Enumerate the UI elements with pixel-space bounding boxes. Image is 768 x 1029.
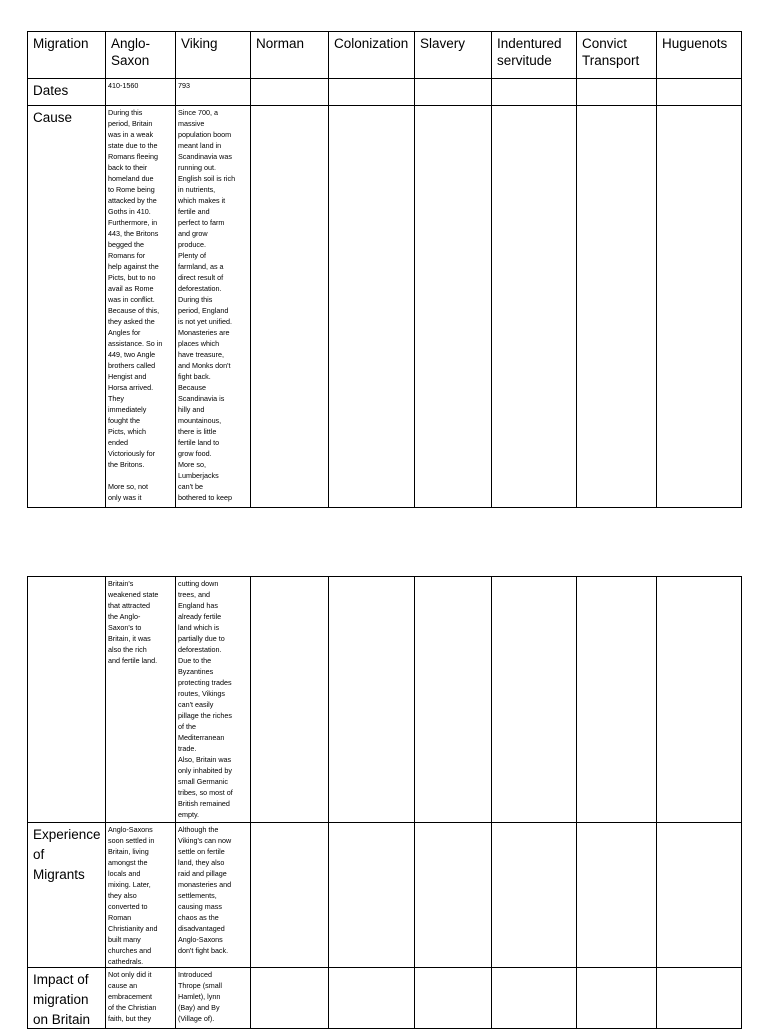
experience-label: Experience of Migrants bbox=[33, 827, 101, 882]
impact-viking: Introduced Thrope (small Hamlet), lynn (Bay) and By (Village of). bbox=[178, 970, 222, 1023]
cause-viking-part2: cutting down trees, and England has already fertile land which is partially due to deforestation. Due to the Byzantines protecting trades routes, Vikings can't easily pillage the riches of the Mediterranean trade. Also, Britain was only inhabited by small Germanic tribes, so most of British remained empty. bbox=[178, 579, 233, 819]
dates-row bbox=[28, 79, 742, 106]
header-huguenots: Huguenots bbox=[662, 36, 728, 51]
cause-anglo-saxon-part1: During this period, Britain was in a weak state due to the Romans fleeing back to their homeland due to Rome being attacked by the Goths in 410. Furthermore, in 443, the Britons begged the Romans for help against the Picts, but to no avail as Rome was in conflict. Because of this, they asked the Angles for assistance. So in 449, two Angle brothers called Hengist and Horsa arrived. They immediately fought the Picts, which ended Victoriously for the Britons. More so, not only was it bbox=[108, 108, 163, 502]
experience-viking: Although the Viking's can now settle on fertile land, they also raid and pillage monasteries and settlements, causing mass chaos as the disadvantaged Anglo-Saxons don't fight back. bbox=[178, 825, 232, 955]
header-convict-transport: Convict Transport bbox=[582, 36, 640, 68]
header-norman: Norman bbox=[256, 36, 305, 51]
experience-row bbox=[28, 823, 742, 968]
header-row bbox=[28, 32, 742, 79]
dates-viking: 793 bbox=[178, 81, 190, 90]
migration-table-part-1 bbox=[27, 31, 742, 508]
cause-viking-part1: Since 700, a massive population boom meant land in Scandinavia was running out. English soil is rich in nutrients, which makes it fertile and perfect to farm and grow produce. Plenty of farmland, as a direct result of deforestation. During this period, England is not yet unified. Monasteries are places which have treasure, and Monks don't fight back. Because Scandinavia is hilly and mountainous, there is little fertile land to grow food. More so, Lumberjacks can't be bothered to keep bbox=[178, 108, 236, 502]
dates-anglo-saxon: 410-1560 bbox=[108, 81, 139, 90]
experience-anglo-saxon: Anglo-Saxons soon settled in Britain, living amongst the locals and mixing. Later, they also converted to Roman Christianity and built many churches and cathedrals. bbox=[108, 825, 158, 966]
header-viking: Viking bbox=[181, 36, 218, 51]
impact-row bbox=[28, 968, 742, 1029]
header-anglo-saxon: Anglo- Saxon bbox=[111, 36, 151, 68]
cause-anglo-saxon-part2: Britain's weakened state that attracted the Anglo- Saxon's to Britain, it was also the rich and fertile land. bbox=[108, 579, 159, 665]
header-colonization: Colonization bbox=[334, 36, 409, 51]
header-slavery: Slavery bbox=[420, 36, 466, 51]
migration-table-part-2 bbox=[27, 576, 742, 1029]
dates-label: Dates bbox=[33, 83, 69, 98]
cause-row bbox=[28, 106, 742, 508]
cause-continued-row bbox=[28, 577, 742, 823]
cause-label: Cause bbox=[33, 110, 73, 125]
impact-anglo-saxon: Not only did it cause an embracement of the Christian faith, but they bbox=[108, 970, 157, 1023]
header-indentured-servitude: Indentured servitude bbox=[497, 36, 562, 68]
header-migration: Migration bbox=[33, 36, 89, 51]
impact-label: Impact of migration on Britain bbox=[33, 972, 91, 1027]
